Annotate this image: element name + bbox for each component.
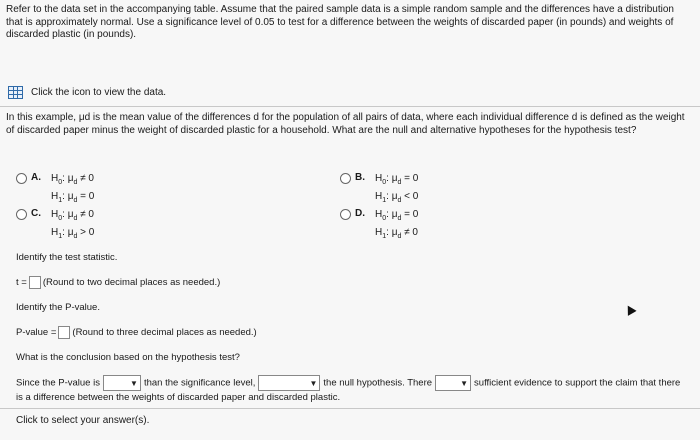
option-c-hypotheses: $H_0$: $\mu_d \ne 0$ $H_1$: $\mu_d > 0$ <box>51 209 95 240</box>
p-label: P-value = <box>16 327 57 339</box>
option-c[interactable] <box>16 208 94 244</box>
option-d-h0: = 0 <box>404 209 419 220</box>
option-b-hypotheses: $H_0$: $\mu_d = 0$ $H_1$: $\mu_d < 0$ <box>375 173 419 204</box>
option-a[interactable] <box>16 172 94 208</box>
option-d-label: D. <box>355 208 365 219</box>
conclusion-text <box>16 375 688 405</box>
example-text: In this example, μd is the mean value of the differences d for the population of all pairs of data, where each individual difference d is defined as the weight of discarded paper minus the weight of discarded plastic for a household. What are the null and alternative hypotheses for the hypothesis test? <box>6 112 685 136</box>
conclusion-part1: Since the P-value is <box>16 377 100 389</box>
identify-stat: Identify the test statistic. <box>16 252 118 263</box>
option-c-h0: ≠ 0 <box>80 209 94 220</box>
conclusion-question: What is the conclusion based on the hypothesis test? <box>16 352 240 363</box>
conclusion-part3: the null hypothesis. There <box>323 377 433 389</box>
radio-b[interactable] <box>340 173 351 184</box>
option-a-h1: = 0 <box>80 191 95 202</box>
mouse-cursor-icon <box>623 303 636 316</box>
option-d-h1: ≠ 0 <box>404 227 418 238</box>
t-input[interactable] <box>29 276 41 289</box>
null-decision-select[interactable] <box>258 375 320 391</box>
option-d[interactable] <box>340 208 418 244</box>
option-d-hypotheses: $H_0$: $\mu_d = 0$ $H_1$: $\mu_d \ne 0$ <box>375 209 419 240</box>
click-to-select: Click to select your answer(s). <box>16 415 150 426</box>
radio-d[interactable] <box>340 209 351 220</box>
option-b-h1: < 0 <box>404 191 419 202</box>
option-a-label: A. <box>31 172 41 183</box>
radio-c[interactable] <box>16 209 27 220</box>
p-row <box>16 326 257 339</box>
radio-a[interactable] <box>16 173 27 184</box>
option-a-hypotheses: $H_0$: $\mu_d \ne 0$ $H_1$: $\mu_d = 0$ <box>51 173 95 204</box>
option-a-h0: ≠ 0 <box>80 173 94 184</box>
option-b-h0: = 0 <box>404 173 419 184</box>
p-hint: (Round to three decimal places as needed.) <box>72 327 257 339</box>
t-label: t = <box>16 277 27 289</box>
view-data-label: Click the icon to view the data. <box>31 87 167 98</box>
evidence-select[interactable] <box>435 375 471 391</box>
option-c-label: C. <box>31 208 41 219</box>
t-row <box>16 276 220 289</box>
conclusion-part4: sufficient evidence to support the claim that there is a difference between the weights of discarded paper and discarded plastic. <box>16 377 681 403</box>
option-b-label: B. <box>355 172 365 183</box>
pvalue-compare-select[interactable] <box>103 375 141 391</box>
identify-p: Identify the P-value. <box>16 302 100 313</box>
conclusion-part2: than the significance level, <box>143 377 256 389</box>
table-icon[interactable] <box>8 86 23 99</box>
view-data-link[interactable] <box>8 86 166 99</box>
option-b[interactable] <box>340 172 418 208</box>
p-input[interactable] <box>58 326 70 339</box>
divider <box>0 106 700 107</box>
divider-bottom <box>0 408 700 409</box>
intro-text: Refer to the data set in the accompanying table. Assume that the paired sample data is a simple random sample and the differences have a distribution that is approximately normal. Use a significance level of 0.05 to test for a difference between the weights of discarded paper (in pounds) and weights of discarded plastic (in pounds). <box>6 4 674 40</box>
t-hint: (Round to two decimal places as needed.) <box>42 277 221 289</box>
option-c-h1: > 0 <box>80 227 95 238</box>
